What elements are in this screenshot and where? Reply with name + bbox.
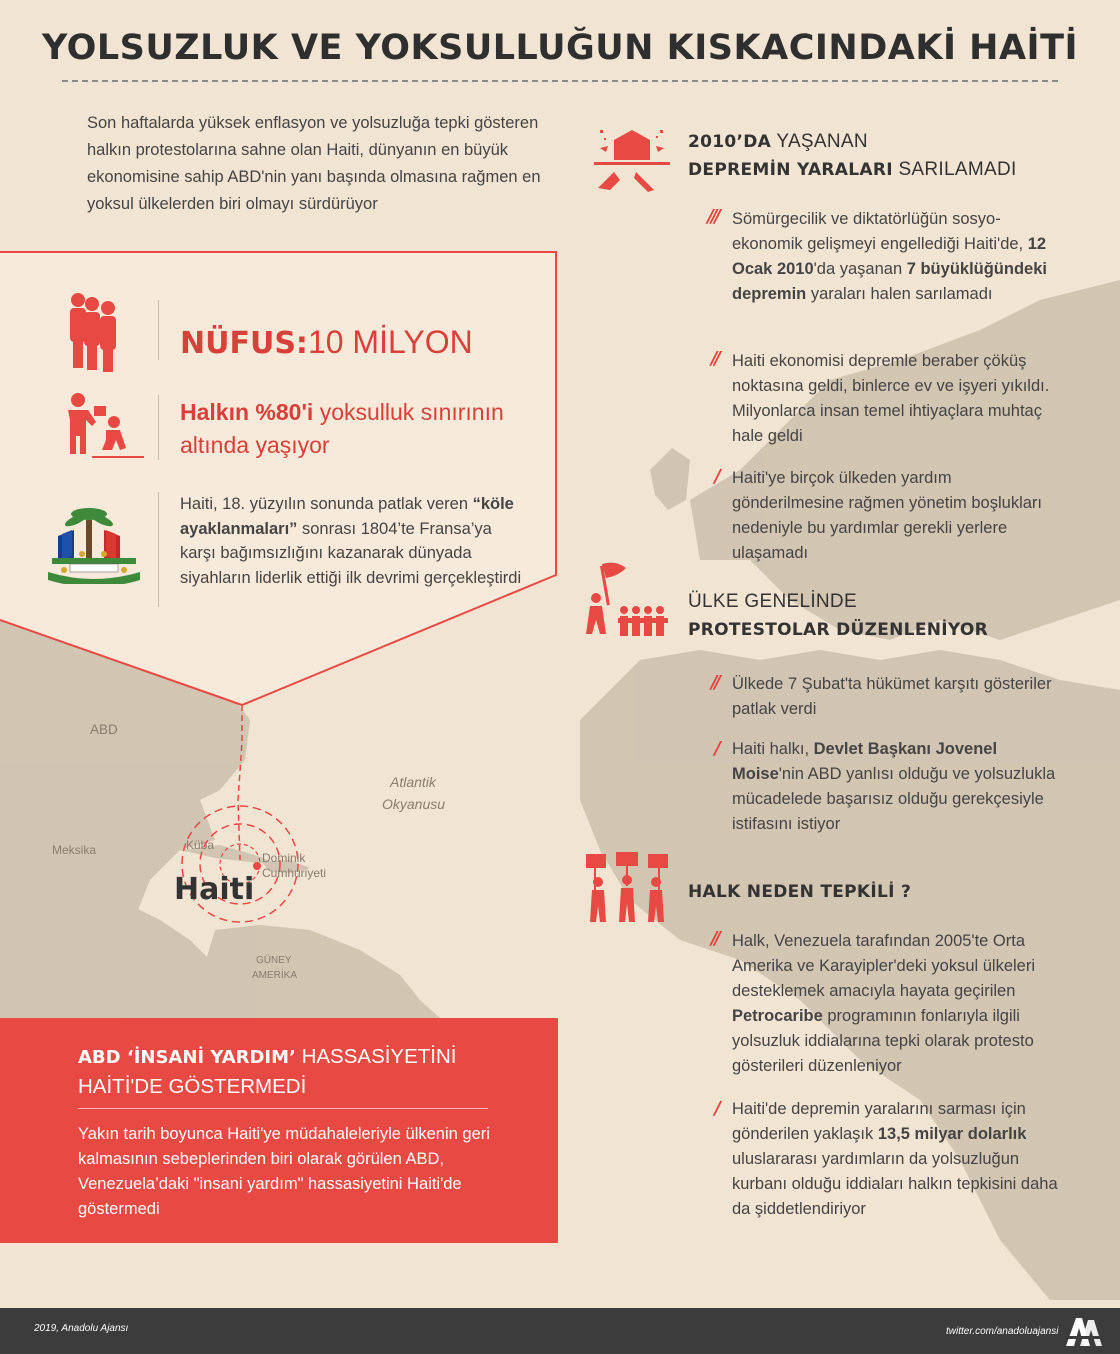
population-stat: [180, 324, 473, 361]
protest-icon: [582, 562, 678, 638]
why-bullet-1: Halk, Venezuela tarafından 2005'te Orta Amerika ve Karayipler'deki yoksul ülkeleri desteklemek amacıyla hayata geçirilen Petrocaribe programının fonlarıyla ilgili yolsuzluk iddialarına tepki olarak protesto gösterileri düzenleniyor: [732, 932, 1036, 1075]
earthquake-bullet-2: Haiti ekonomisi depremle beraber çöküş noktasına geldi, binlerce ev ve işyeri yıkıldı. Milyonlarca insan temel ihtiyaçlara muhtaç hale geldi: [732, 352, 1050, 445]
slash-marker: /: [714, 466, 718, 487]
map-label-mexico: Meksika: [52, 843, 97, 857]
protests-bullet-2: Haiti halkı, Devlet Başkanı Jovenel Moise'nin ABD yanlısı olduğu ve yolsuzlukla mücadelede başarısız olduğu gerekçesiyle istifasını istiyor: [732, 740, 1056, 833]
map-label-cuba: Küba: [186, 838, 215, 852]
us-aid-divider: [78, 1108, 488, 1109]
intro-text: Son haftalarda yüksek enflasyon ve yolsuzluğa tepki gösteren halkın protestolarına sahne olan Haiti, dünyanın en büyük ekonomisine sahip ABD'nin yanı başında olmasına rağmen en yoksul ülkelerden biri olmayı sürdürüyor: [87, 114, 541, 213]
slash-marker: //: [710, 928, 718, 949]
title-divider: [62, 80, 1058, 82]
haiti-dot: [253, 862, 261, 870]
map-label-south-america-2: AMERİKA: [252, 970, 298, 981]
us-aid-heading: ABD ‘İNSANİ YARDIM’ HASSASİYETİNİ HAİTİ'DE GÖSTERMEDİ: [78, 1045, 457, 1098]
poverty-bold: Halkın %80'i: [180, 399, 314, 425]
map-label-dominican-2: Cumhuriyeti: [262, 866, 327, 880]
fact-divider: [158, 300, 159, 360]
fact-divider: [158, 395, 159, 460]
map-label-dominican: Dominik: [262, 851, 306, 865]
population-label: NÜFUS:: [180, 326, 308, 361]
why-heading: HALK NEDEN TEPKİLİ ?: [688, 882, 912, 902]
people-icon: [66, 292, 128, 372]
page-title: YOLSUZLUK VE YOKSULLUĞUN KISKACINDAKİ HAİTİ: [42, 28, 1078, 68]
earthquake-bullet-1: Sömürgecilik ve diktatörlüğün sosyo-ekonomik gelişmeyi engellediği Haiti'de, 12 Ocak 2010'da yaşanan 7 büyüklüğündeki depremin yaraları halen sarılamadı: [732, 210, 1047, 303]
us-aid-text: Yakın tarih boyunca Haiti'ye müdahaleleriyle ülkenin geri kalmasının sebeplerinden biri olarak görülen ABD, Venezuela’daki "insani yardım" hassasiyetini Haiti'de göstermedi: [78, 1125, 490, 1218]
south-america-landmass: [190, 925, 440, 1018]
map-label-atlantic: Atlantik: [390, 774, 436, 790]
slash-marker: ///: [707, 206, 718, 227]
protests-bullet-1: Ülkede 7 Şubat'ta hükümet karşıtı gösteriler patlak verdi: [732, 675, 1052, 718]
history-text: Haiti, 18. yüzyılın sonunda patlak veren “köle ayaklanmaları” sonrası 1804’te Fransa’ya karşı bağımsızlığını kazanarak dünyada siyahların liderlik ettiği ilk devrimi gerçekleştirdi: [180, 495, 522, 587]
footer-twitter-link[interactable]: twitter.com/anadoluajansi: [946, 1326, 1059, 1337]
why-bullet-2: Haiti'de depremin yaralarını sarması için gönderilen yaklaşık 13,5 milyar dolarlık uluslararası yardımların da yolsuzluğun kurbanı olduğu iddiaları halkın tepkisini daha da şiddetlendiriyor: [732, 1100, 1058, 1218]
earthquake-heading: 2010’DA YAŞANAN DEPREMİN YARALARI SARILAMADI: [688, 131, 1017, 180]
map-label-abd: ABD: [90, 722, 118, 737]
slash-marker: /: [714, 1098, 718, 1119]
protests-heading: ÜLKE GENELİNDE PROTESTOLAR DÜZENLENİYOR: [688, 591, 989, 640]
us-aid-box: [0, 1018, 558, 1243]
fact-divider: [158, 492, 159, 607]
demonstrators-icon: [584, 852, 670, 924]
slash-marker: /: [714, 738, 718, 759]
europe-landmass: [690, 280, 1120, 640]
charity-icon: [62, 392, 146, 460]
anadolu-agency-logo: [1064, 1314, 1104, 1348]
earthquake-bullet-3: Haiti'ye birçok ülkeden yardım gönderilmesine rağmen yönetim boşlukları nedeniyle bu yardımlar gerekli yerlere ulaşamadı: [732, 469, 1042, 562]
poverty-stat: Halkın %80'i yoksulluk sınırının altında yaşıyor: [180, 399, 504, 458]
coat-of-arms-icon: [46, 500, 142, 584]
earthquake-icon: [594, 126, 670, 192]
map-label-atlantic-2: Okyanusu: [382, 796, 446, 812]
map-label-haiti: Haiti: [174, 872, 255, 907]
map-label-south-america: GÜNEY: [256, 955, 292, 966]
slash-marker: //: [710, 348, 718, 369]
population-value: 10 MİLYON: [307, 324, 473, 360]
footer-copyright: 2019, Anadolu Ajansı: [34, 1323, 129, 1334]
slash-marker: //: [710, 672, 718, 693]
